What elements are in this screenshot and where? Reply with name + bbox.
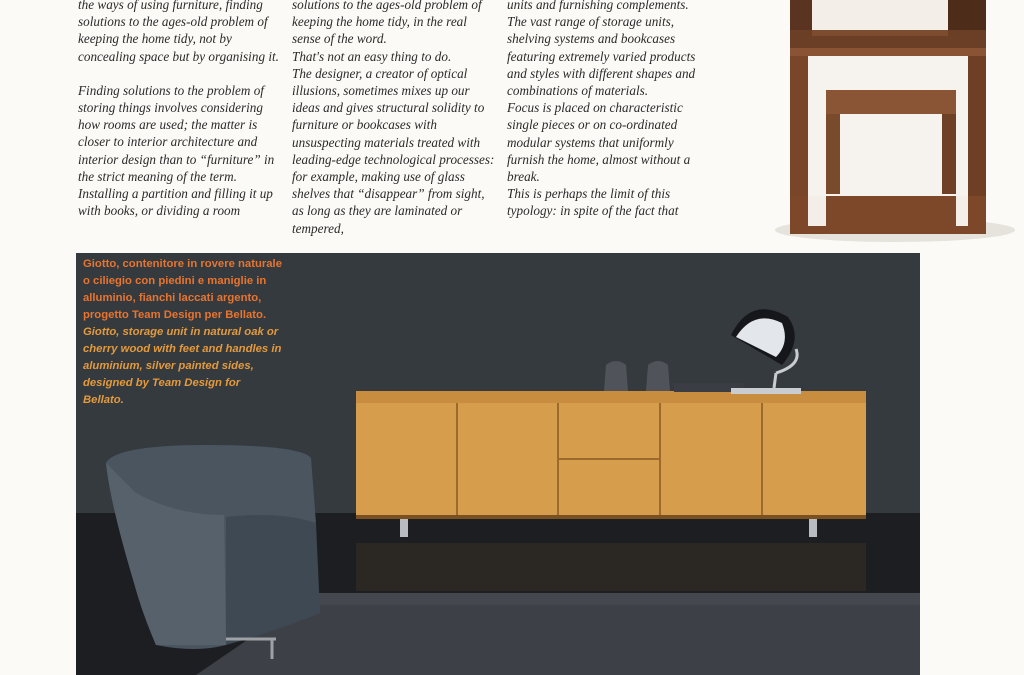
caption-italian: Giotto, contenitore in rovere naturale o ciliegio con piedini e maniglie in alluminio, fianchi laccati argento, progetto Team Design per Bellato. — [83, 258, 282, 321]
col2-paragraph-1: solutions to the ages-old problem of keeping the home tidy, in the real sense of the word. — [292, 0, 482, 47]
article-column-2 — [292, 0, 497, 237]
col2-paragraph-3: The designer, a creator of optical illusions, sometimes mixes up our ideas and gives structural solidity to furniture or bookcases with unsuspecting materials treated with leading-edge technological processes: for example, making use of glass shelves that “disappear” from sight, as long as they are laminated or tempered, — [292, 65, 495, 236]
col2-paragraph-2: That's not an easy thing to do. — [292, 48, 452, 64]
vase-right — [646, 361, 670, 391]
shelf-frame — [790, 48, 986, 234]
col3-paragraph-4: This is perhaps the limit of this typology: in spite of the fact that — [507, 186, 679, 219]
shelving-unit-photo — [760, 0, 1020, 250]
vase-left — [604, 361, 628, 391]
col3-paragraph-1: units and furnishing complements. — [507, 0, 689, 12]
sideboard — [356, 391, 866, 591]
col1-paragraph-1: the ways of using furniture, finding solutions to the ages-old problem of keeping the home tidy, not by concealing space but by organising it. — [78, 0, 279, 64]
caption-english: Giotto, storage unit in natural oak or cherry wood with feet and handles in aluminium, silver painted sides, designed by Team Design for Bellato. — [83, 326, 282, 406]
shelf-upper-box — [790, 0, 986, 48]
col1-paragraph-2: Finding solutions to the problem of storing things involves considering how rooms are used; the matter is closer to interior architecture and interior design than to “furniture” in the strict meaning of the term. Installing a partition and filling it up with books, or dividing a room — [78, 82, 275, 219]
col3-paragraph-3: Focus is placed on characteristic single pieces or on co-ordinated modular systems that uniformly furnish the home, almost without a break. — [507, 100, 691, 185]
col3-paragraph-2: The vast range of storage units, shelving systems and bookcases featuring extremely varied products and styles with different shapes and combinations of materials. — [507, 14, 696, 99]
article-column-1 — [78, 0, 283, 219]
article-column-3 — [507, 0, 707, 220]
photo-caption — [83, 256, 283, 409]
